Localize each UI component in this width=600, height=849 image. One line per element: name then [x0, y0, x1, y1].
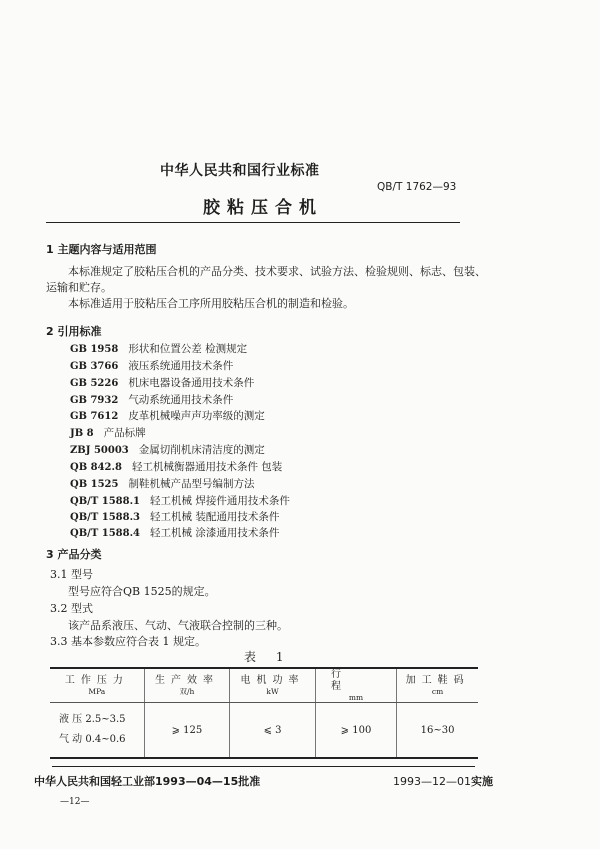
section-1-para2: 本标准适用于胶粘压合工序所用胶粘压合机的制造和检验。: [68, 297, 354, 310]
header-cell-motor-power: 电机功率 kW: [230, 668, 316, 703]
reference-item: [70, 509, 279, 524]
header-cell-pressure: 工作压力 MPa: [50, 668, 144, 703]
reference-code: JB 8: [70, 428, 94, 439]
reference-title: 产品标牌: [103, 427, 146, 439]
implementation-statement: [393, 773, 493, 789]
reference-item: [70, 476, 254, 491]
reference-code: GB 1958: [70, 344, 119, 355]
reference-code: ZBJ 50003: [70, 445, 129, 456]
reference-title: 气动系统通用技术条件: [128, 394, 234, 406]
section-1-heading: 1 主题内容与适用范围: [46, 243, 157, 256]
reference-code: GB 3766: [70, 361, 119, 372]
issuing-body-heading: 中华人民共和国行业标准: [160, 163, 320, 179]
reference-code: QB/T 1588.3: [70, 512, 141, 523]
cell-efficiency: ⩾ 125: [144, 703, 230, 759]
section-3-3-text: 3.3 基本参数应符合表 1 规定。: [50, 635, 206, 648]
section-2-heading: 2 引用标准: [46, 325, 102, 338]
reference-title: 轻工机械 焊接件通用技术条件: [150, 495, 290, 507]
reference-item: [70, 459, 282, 474]
header-cell-efficiency: 生产效率 双/h: [144, 668, 230, 703]
table-1: [50, 667, 478, 759]
section-3-heading: 3 产品分类: [46, 548, 102, 561]
implementation-date: 1993—12—01: [393, 775, 471, 788]
footer-divider: [52, 766, 475, 767]
reference-item: [70, 358, 233, 373]
reference-item: [70, 392, 233, 407]
reference-item: [70, 525, 279, 540]
reference-code: QB/T 1588.1: [70, 496, 141, 507]
reference-code: QB 842.8: [70, 462, 122, 473]
reference-title: 轻工机械 装配通用技术条件: [150, 511, 280, 523]
reference-title: 液压系统通用技术条件: [128, 360, 234, 372]
reference-title: 制鞋机械产品型号编制方法: [128, 478, 255, 490]
reference-title: 形状和位置公差 检测规定: [128, 343, 248, 355]
reference-code: GB 7612: [70, 411, 119, 422]
cell-pressure: [50, 703, 144, 759]
table-1-caption: 表 1: [244, 650, 292, 664]
reference-title: 金属切削机床清洁度的测定: [138, 444, 265, 456]
section-3-2-text: 该产品系液压、气动、气液联合控制的三种。: [68, 619, 288, 632]
pressure-pneumatic: 气 动 0.4~0.6: [59, 734, 126, 745]
table-row: [50, 703, 478, 759]
approval-statement: 中华人民共和国轻工业部1993—04—15批准: [34, 775, 261, 788]
reference-item: [70, 442, 265, 457]
reference-title: 轻工机械 涂漆通用技术条件: [150, 527, 280, 539]
reference-item: [70, 375, 254, 390]
section-1-para1-line2: 运输和贮存。: [46, 281, 112, 294]
standard-code: QB/T 1762—93: [377, 181, 457, 193]
reference-code: GB 7932: [70, 395, 119, 406]
document-title: 胶粘压合机: [203, 198, 323, 218]
section-3-1-text: 型号应符合QB 1525的规定。: [68, 585, 216, 598]
section-3-1-heading: 3.1 型号: [50, 568, 93, 581]
reference-code: QB 1525: [70, 479, 119, 490]
reference-code: QB/T 1588.4: [70, 528, 141, 539]
cell-stroke: ⩾ 100: [315, 703, 396, 759]
section-3-2-heading: 3.2 型式: [50, 602, 93, 615]
reference-title: 机床电器设备通用技术条件: [128, 377, 255, 389]
reference-item: [70, 408, 265, 423]
cell-motor-power: ⩽ 3: [230, 703, 316, 759]
title-divider: [46, 222, 460, 223]
section-1-para1-line1: 本标准规定了胶粘压合机的产品分类、技术要求、试验方法、检验规则、标志、包装、: [68, 265, 486, 278]
implementation-label: 实施: [471, 775, 493, 788]
reference-item: [70, 493, 290, 508]
reference-title: 轻工机械衡器通用技术条件 包装: [131, 461, 283, 473]
reference-item: [70, 425, 146, 440]
header-cell-shoe-size: 加工鞋码 cm: [397, 668, 478, 703]
pressure-hydraulic: 液 压 2.5~3.5: [59, 714, 126, 725]
header-cell-stroke: 行程 mm: [315, 668, 396, 703]
reference-code: GB 5226: [70, 378, 119, 389]
table-header-row: [50, 668, 478, 703]
reference-title: 皮革机械噪声声功率级的测定: [128, 410, 265, 422]
cell-shoe-size: 16~30: [420, 724, 455, 736]
reference-item: [70, 341, 247, 356]
page-number: —12—: [60, 797, 90, 807]
